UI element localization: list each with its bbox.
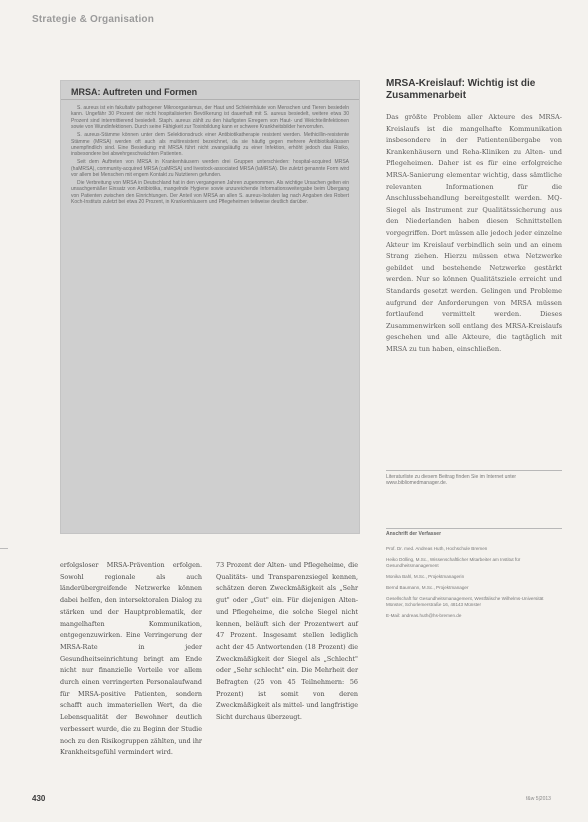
sidebar-text: Das größte Problem aller Akteure des MRSA-Kreislaufs ist die mangelhafte Kommunikation insbesondere in der Patientenübergabe von Krankenhäusern und Reha-Kliniken zu Alten- und Pflegeheimen. Daher ist es für eine erfolgreiche MRSA-Sanierung elementar wichtig, dass sämtliche relevanten Informationen für die Anschlussbehandlung bereitgestellt werden. MQ-Siegel als Instrument zur Qualitätssicherung aus den Niederlanden haben diesen Schnittstellen vorgegriffen. Dort müssen alle jedoch jeder einzelne Akteur im Kreislauf verbindlich sein und an einem Strang ziehen. Hierzu müssen etwa Netzwerke gebildet und bestehende Netzwerke gestärkt werden. Nur so können Qualitätsziele erreicht und Standards gesetzt werden. Gelingen und Probleme aufgrund der Anforderungen von MRSA müssen fortlaufend vermittelt werden. Dieses Zusammenwirken soll entlang des MRSA-Kreislaufs geschehen und alle Akteure, die tagtäglich mit MRSA zu tun haben, einschließen.	[386, 113, 562, 353]
sidebar-title: MRSA-Kreislauf: Wichtig ist die Zusammenarbeit	[386, 78, 536, 101]
info-box	[60, 80, 360, 534]
sidebar-divider	[386, 470, 562, 471]
info-box-paragraph: Seit dem Auftreten von MRSA in Krankenhäusern werden drei Gruppen unterschieden: hospital-acquired MRSA (haMRSA), community-acquired MRSA (caMRSA) und livestock-associated MRSA (laMRSA). Die zuletzt genannte Form wird vor allem bei Menschen mit engem Kontakt zu Nutztieren gefunden.	[71, 159, 349, 179]
author-entry: Monika Bahl, M.Sc., Projektmanagerin	[386, 574, 465, 579]
author-entry: Prof. Dr. med. Andreas Huth, Hochschule Bremen	[386, 546, 488, 551]
author-entry: Gesellschaft für Gesundheitsmanagement, Westfälische Wilhelms-Universität Münster, Schorlemerstraße 16, 48143 Münster	[386, 596, 544, 607]
author-entry: Bernd Baumann, M.Sc., Projektmanager	[386, 585, 469, 590]
info-box-title: MRSA: Auftreten und Formen	[71, 87, 198, 97]
authors-heading: Anschrift der Verfasser	[386, 531, 442, 537]
article-column-1: erfolgsloser MRSA-Prävention erfolgen. Sowohl regionale als auch länderübergreifende Netzwerke können dabei helfen, den intersektoralen Dialog zu stärken und der Hauptproblematik, der mangelhaften Kommunikation, entgegenzuwirken. Eine Verringerung der MRSA-Rate in jeder Gesundheitseinrichtung bringt am Ende nicht nur finanzielle Vorteile vor allem durch einen verringerten Personalaufwand für MRSA-positive Patienten, sondern schafft auch immateriellen Wert, da die Lebensqualität der Bewohner deutlich verbessert wurde, die zu Beginn der Studie noch zu den Risikogruppen zählten, und ihr Krankheitsgefühl vermindert wird.	[60, 561, 202, 757]
issue-label: f&w 5|2013	[526, 796, 551, 802]
page-number: 430	[32, 794, 46, 803]
info-box-paragraph: S. aureus ist ein fakultativ pathogener Mikroorganismus, der Haut und Schleimhäute von Menschen und Tieren besiedeln kann. Ungefähr 30 Prozent der nicht hospitalisierten Bevölkerung ist dauerhaft mit S. aureus besiedelt, weitere etwa 30 Prozent sind intermittierend besiedelt. Staph. aureus zählt zu den häufigsten Erregern von Haut- und Weichteilinfektionen sowie von Wundinfektionen. Durch seine Fähigkeit zur Toxinbildung kann er schwere Krankheitsbilder hervorrufen.	[71, 105, 349, 131]
authors-list	[386, 546, 562, 624]
author-entry: Heiko Dölling, M.Sc., Wissenschaftlicher Mitarbeiter am Institut für Gesundheitsmanagement	[386, 557, 521, 568]
author-email: E-Mail: andreas.huth@hs-bremen.de	[386, 613, 462, 618]
section-header: Strategie & Organisation	[32, 14, 155, 25]
info-box-text	[71, 105, 349, 207]
literature-note: Literaturliste zu diesem Beitrag finden Sie im Internet unter www.bibliomedmanager.de.	[386, 474, 517, 487]
info-box-paragraph: Die Verbreitung von MRSA in Deutschland hat in den vergangenen Jahren zugenommen. Als wichtige Ursachen gelten ein unsachgemäßer Einsatz von Antibiotika, mangelnde Hygiene sowie unzureichende Informationsweitergabe beim Übergang von Patienten zwischen den Einrichtungen. Der Anteil von MRSA an allen S. aureus-Isolaten lag nach Angaben des Robert Koch-Instituts zuletzt bei etwa 20 Prozent, in Krankenhäusern und Pflegeheimen teilweise deutlich darüber.	[71, 179, 349, 206]
article-column-2: 73 Prozent der Alten- und Pflegeheime, die Qualitäts- und Transparenzsiegel kennen, schätzen deren Zweckmäßigkeit als „Sehr gut" oder „Gut" ein. Für diejenigen Alten- und Pflegeheime, die solche Siegel nicht kennen, beläuft sich der Prozentwert auf 47 Prozent. Insgesamt stellen lediglich acht der 45 Antwortenden (18 Prozent) die Zweckmäßigkeit der Siegel als „Schlecht" oder „Sehr schlecht" ein. Die Mehrheit der Befragten (25 von 45 Teilnehmern: 56 Prozent) ist somit von deren Zweckmäßigkeit als mittel- und langfristige Sicht durchaus überzeugt.	[216, 561, 358, 722]
info-box-divider	[61, 99, 359, 100]
info-box-paragraph: S. aureus-Stämme können unter dem Selektionsdruck einer Antibiotikatherapie resistent werden. Methicillin-resistente Stämme (MRSA) werden oft auch als multiresistent bezeichnet, da sie häufig gegen mehrere Antibiotikaklassen unempfindlich sind. Eine Besiedlung mit MRSA führt nicht zwangsläufig zu einer Infektion, erhöht jedoch das Risiko, insbesondere bei abwehrgeschwächten Patienten.	[71, 132, 349, 158]
fold-mark	[0, 548, 8, 549]
authors-divider	[386, 528, 562, 529]
